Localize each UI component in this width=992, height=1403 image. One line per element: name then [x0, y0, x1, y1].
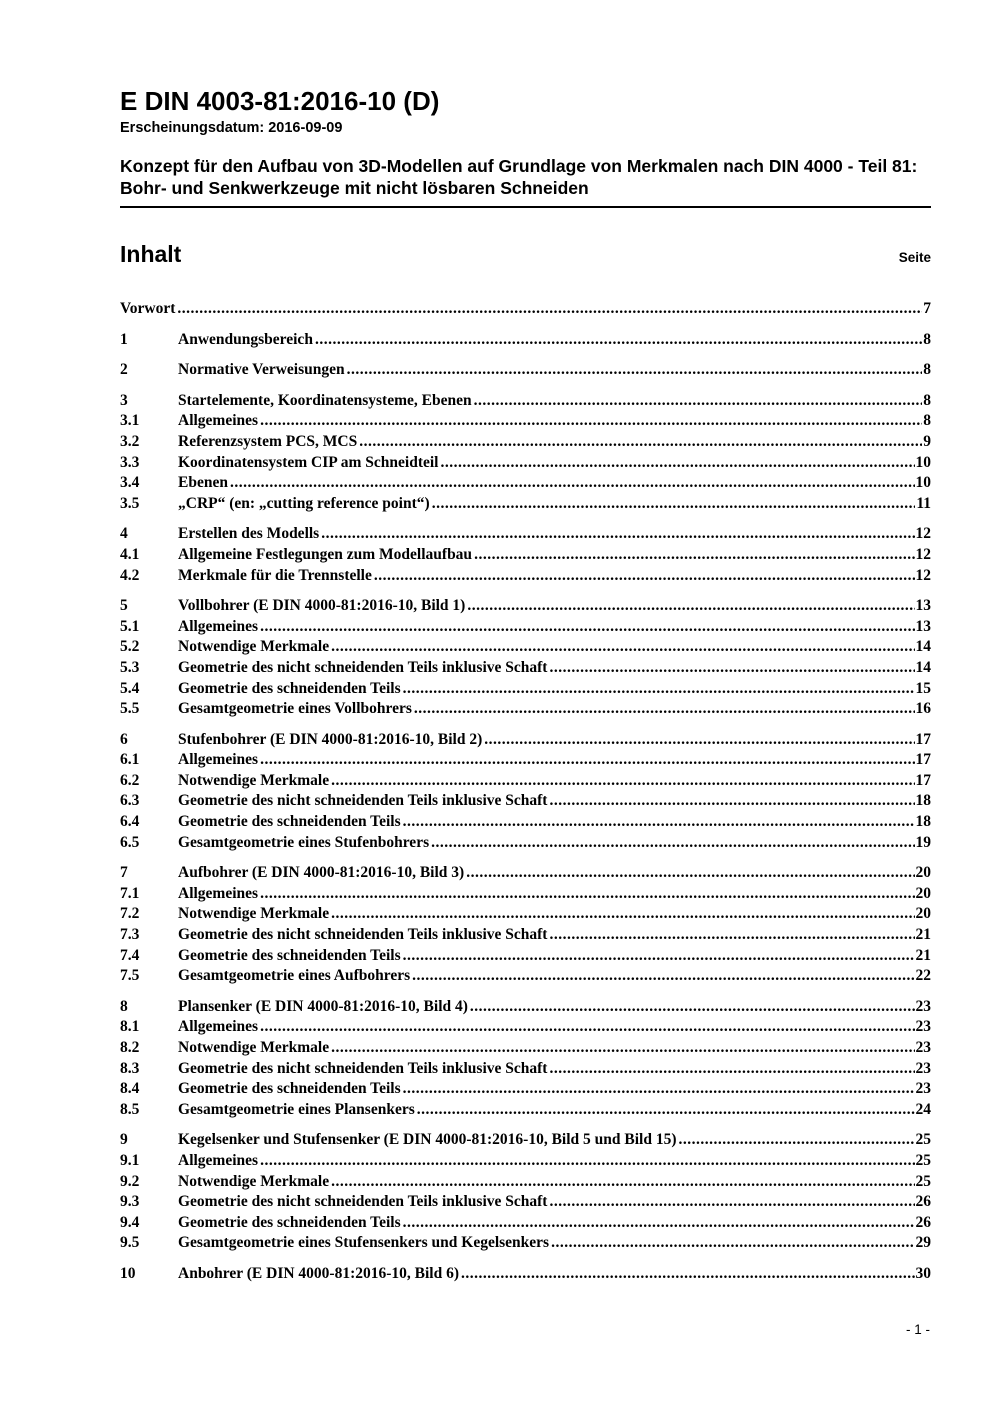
toc-entry-page: 19 — [915, 833, 931, 851]
toc-entry-number: 9.2 — [120, 1172, 140, 1190]
toc-entry-number: 8.4 — [120, 1080, 140, 1098]
toc-entry — [120, 1172, 931, 1193]
toc-entry-number: 6 — [120, 730, 128, 748]
toc-entry-number: 6.1 — [120, 751, 140, 769]
header-divider — [120, 206, 931, 208]
toc-entry-page: 8 — [923, 330, 931, 348]
toc-entry-title: Geometrie des schneidenden Teils — [178, 679, 401, 697]
toc-entry — [120, 391, 931, 412]
toc-entry-number: 5.1 — [120, 617, 140, 635]
toc-entry-dot-leader — [549, 1059, 914, 1080]
toc-entry-dot-leader — [321, 524, 914, 545]
toc-entry-dot-leader — [549, 791, 914, 812]
toc-entry — [120, 997, 931, 1018]
toc-entry-title: Referenzsystem PCS, MCS — [178, 432, 358, 450]
toc-entry-page: 12 — [915, 566, 931, 584]
toc-entry — [120, 1130, 931, 1151]
toc-entry-page: 23 — [915, 1039, 931, 1056]
toc-entry — [120, 1213, 931, 1234]
toc-entry-dot-leader — [549, 925, 914, 946]
toc-entry — [120, 1233, 931, 1254]
toc-entry-number: 5.3 — [120, 658, 140, 676]
toc-entry-title: Vollbohrer (E DIN 4000-81:2016-10, Bild 1) — [178, 597, 466, 615]
toc-entry-title: Allgemeines — [178, 617, 259, 635]
toc-entry-dot-leader — [331, 1172, 914, 1193]
toc-entry-page: 30 — [915, 1264, 931, 1282]
toc-entry — [120, 1192, 931, 1213]
toc-entry — [120, 596, 931, 617]
toc-entry-title: Aufbohrer (E DIN 4000-81:2016-10, Bild 3) — [178, 864, 465, 882]
toc-entry-dot-leader — [414, 699, 915, 720]
toc-entry-page: 23 — [915, 1080, 931, 1098]
toc-entry-page: 25 — [915, 1172, 931, 1190]
toc-entry-title: Geometrie des schneidenden Teils — [178, 1213, 401, 1231]
toc-entry-dot-leader — [441, 453, 915, 474]
toc-entry-dot-leader — [432, 494, 916, 515]
toc-entry-page: 8 — [923, 391, 931, 409]
toc-entry — [120, 617, 931, 638]
toc-entry-dot-leader — [484, 730, 914, 751]
toc-entry — [120, 432, 931, 453]
toc-entry-title: Allgemeine Festlegungen zum Modellaufbau — [178, 545, 473, 563]
toc-entry-number: 3.2 — [120, 432, 140, 450]
footer-page-number: - 1 - — [905, 1322, 930, 1337]
toc-entry-page: 8 — [923, 412, 931, 430]
toc-entry-title: Gesamtgeometrie eines Stufenbohrers — [178, 833, 430, 851]
toc-entry-page: 20 — [915, 884, 931, 902]
toc-entry-page: 13 — [915, 597, 931, 615]
toc-entry — [120, 658, 931, 679]
toc-entry-title: Geometrie des nicht schneidenden Teils inklusive Schaft — [178, 792, 548, 810]
toc-entry-number: 5 — [120, 597, 128, 615]
toc-entry — [120, 453, 931, 474]
toc-entry-number: 7.3 — [120, 926, 140, 944]
toc-entry-number: 5.5 — [120, 700, 140, 718]
toc-entry-page: 21 — [915, 946, 931, 964]
toc-entry-dot-leader — [315, 330, 922, 351]
toc-entry — [120, 524, 931, 545]
toc-entry-title: Anwendungsbereich — [178, 330, 313, 348]
toc-entry-page: 26 — [915, 1213, 931, 1231]
toc-entry-dot-leader — [551, 1233, 914, 1254]
toc-entry-number: 8.5 — [120, 1100, 140, 1118]
toc-entry-number: 7 — [120, 864, 128, 882]
toc-entry-dot-leader — [260, 884, 914, 905]
toc-entry-number: 3.5 — [120, 494, 140, 512]
toc-entry-dot-leader — [679, 1130, 915, 1151]
toc-entry-title: Kegelsenker und Stufensenker (E DIN 4000-81:2016-10, Bild 5 und Bild 15) — [178, 1131, 677, 1149]
toc-heading: Inhalt — [120, 241, 182, 267]
toc-entry-page: 21 — [915, 926, 931, 944]
page-column-label: Seite — [898, 250, 931, 265]
toc-entry-dot-leader — [260, 750, 914, 771]
toc-entry-dot-leader — [474, 545, 914, 566]
toc-entry-page: 14 — [915, 658, 931, 676]
toc-list — [120, 299, 931, 1285]
toc-entry-title: Anbohrer (E DIN 4000-81:2016-10, Bild 6) — [178, 1264, 460, 1282]
toc-entry — [120, 1059, 931, 1080]
toc-entry-number: 7.2 — [120, 905, 140, 923]
toc-entry-title: Gesamtgeometrie eines Vollbohrers — [178, 700, 412, 718]
toc-entry — [120, 904, 931, 925]
toc-entry — [120, 1100, 931, 1121]
toc-entry-dot-leader — [403, 1079, 915, 1100]
toc-entry-number: 9.1 — [120, 1151, 140, 1169]
toc-entry-title: Allgemeines — [178, 884, 259, 902]
toc-entry — [120, 360, 931, 381]
toc-entry-page: 20 — [915, 864, 931, 882]
toc-entry-page: 18 — [915, 792, 931, 810]
toc-entry-page: 17 — [915, 751, 931, 769]
toc-entry — [120, 750, 931, 771]
toc-entry — [120, 791, 931, 812]
toc-entry-dot-leader — [260, 1017, 914, 1038]
toc-entry-title: Geometrie des nicht schneidenden Teils inklusive Schaft — [178, 658, 548, 676]
toc-entry-title: Notwendige Merkmale — [178, 1172, 330, 1190]
toc-entry-page: 25 — [915, 1151, 931, 1169]
toc-entry-page: 18 — [915, 813, 931, 831]
toc-entry-page: 23 — [915, 997, 931, 1015]
toc-entry-dot-leader — [260, 617, 914, 638]
toc-entry-dot-leader — [347, 360, 923, 381]
toc-entry-title: Ebenen — [178, 474, 228, 492]
toc-entry-number: 8.1 — [120, 1018, 140, 1036]
toc-entry-number: 4 — [120, 525, 128, 543]
toc-entry-title: Allgemeines — [178, 751, 259, 769]
toc-entry-dot-leader — [403, 946, 915, 967]
toc-entry-dot-leader — [331, 1038, 914, 1059]
toc-entry — [120, 1151, 931, 1172]
toc-entry-title: Geometrie des schneidenden Teils — [178, 813, 401, 831]
document-number: E DIN 4003-81:2016-10 (D) — [120, 86, 440, 116]
toc-entry — [120, 411, 931, 432]
toc-entry-number: 4.2 — [120, 566, 140, 584]
toc-entry-title: Notwendige Merkmale — [178, 1039, 330, 1056]
toc-entry — [120, 637, 931, 658]
toc-entry-dot-leader — [374, 566, 915, 587]
toc-entry — [120, 566, 931, 587]
toc-entry — [120, 966, 931, 987]
toc-entry-number: 9.5 — [120, 1234, 140, 1252]
toc-entry-page: 20 — [915, 905, 931, 923]
toc-entry — [120, 863, 931, 884]
toc-entry-page: 17 — [915, 771, 931, 789]
toc-entry-page: 10 — [915, 453, 931, 471]
toc-entry — [120, 679, 931, 700]
toc-entry — [120, 494, 931, 515]
toc-entry-dot-leader — [260, 411, 922, 432]
toc-entry-number: 8.3 — [120, 1059, 140, 1077]
toc-entry-number: 9.3 — [120, 1193, 140, 1211]
toc-entry-dot-leader — [260, 1151, 914, 1172]
toc-entry-number: 9.4 — [120, 1213, 140, 1231]
toc-entry — [120, 1017, 931, 1038]
toc-entry-title: Geometrie des schneidenden Teils — [178, 1080, 401, 1098]
toc-entry-number: 5.4 — [120, 679, 140, 697]
toc-entry — [120, 1038, 931, 1059]
toc-entry-title: Startelemente, Koordinatensysteme, Ebenen — [178, 391, 472, 409]
toc-entry-number: 7.1 — [120, 884, 140, 902]
toc-entry — [120, 330, 931, 351]
toc-entry-page: 23 — [915, 1018, 931, 1036]
toc-entry-title: Geometrie des nicht schneidenden Teils inklusive Schaft — [178, 926, 548, 944]
toc-entry-number: 3.1 — [120, 412, 140, 430]
toc-entry-page: 9 — [923, 432, 931, 450]
toc-entry-number: 6.3 — [120, 792, 140, 810]
toc-entry-page: 13 — [915, 617, 931, 635]
toc-entry-number: 8.2 — [120, 1039, 140, 1056]
toc-entry-page: 10 — [915, 474, 931, 492]
toc-entry — [120, 771, 931, 792]
toc-entry-page: 8 — [923, 361, 931, 379]
toc-entry-number: 6.4 — [120, 813, 140, 831]
toc-entry-page: 16 — [915, 700, 931, 718]
toc-entry-number: 1 — [120, 330, 128, 348]
toc-entry-dot-leader — [412, 966, 914, 987]
toc-entry-page: 14 — [915, 638, 931, 656]
toc-entry-title: Gesamtgeometrie eines Plansenkers — [178, 1100, 415, 1118]
toc-entry-title: Allgemeines — [178, 1018, 259, 1036]
toc-header-row — [120, 241, 931, 268]
toc-entry-dot-leader — [474, 391, 923, 412]
toc-entry-title: Notwendige Merkmale — [178, 771, 330, 789]
toc-entry-dot-leader — [466, 863, 914, 884]
toc-entry-page: 17 — [915, 730, 931, 748]
toc-entry-title: Koordinatensystem CIP am Schneidteil — [178, 453, 439, 471]
toc-entry-dot-leader — [431, 833, 914, 854]
toc-entry-dot-leader — [467, 596, 914, 617]
toc-entry-number: 8 — [120, 997, 128, 1015]
toc-entry-dot-leader — [461, 1264, 914, 1285]
toc-entry-title: Erstellen des Modells — [178, 525, 320, 543]
toc-entry-title: Allgemeines — [178, 412, 259, 430]
toc-entry — [120, 299, 931, 320]
toc-entry-title: Notwendige Merkmale — [178, 905, 330, 923]
toc-entry-page: 26 — [915, 1193, 931, 1211]
toc-entry-number: 7.4 — [120, 946, 140, 964]
toc-entry-title: Stufenbohrer (E DIN 4000-81:2016-10, Bild 2) — [178, 730, 483, 748]
toc-entry-title: Plansenker (E DIN 4000-81:2016-10, Bild 4) — [178, 997, 468, 1015]
toc-entry-dot-leader — [403, 1213, 915, 1234]
toc-entry-page: 15 — [915, 679, 931, 697]
toc-entry-page: 11 — [916, 494, 931, 512]
toc-entry-dot-leader — [177, 299, 922, 320]
toc-entry-number: 5.2 — [120, 638, 140, 656]
toc-entry-dot-leader — [331, 637, 914, 658]
toc-entry-title: Geometrie des nicht schneidenden Teils inklusive Schaft — [178, 1059, 548, 1077]
toc-entry — [120, 884, 931, 905]
toc-entry-number: 4.1 — [120, 545, 140, 563]
toc-entry — [120, 699, 931, 720]
toc-entry — [120, 545, 931, 566]
toc-entry — [120, 812, 931, 833]
toc-entry-dot-leader — [331, 904, 914, 925]
toc-entry-page: 22 — [915, 967, 931, 985]
toc-entry-title: Gesamtgeometrie eines Stufensenkers und Kegelsenkers — [178, 1234, 550, 1252]
toc-entry-title: Geometrie des schneidenden Teils — [178, 946, 401, 964]
toc-entry-number: 6.5 — [120, 833, 140, 851]
toc-entry-dot-leader — [470, 997, 915, 1018]
toc-entry-dot-leader — [549, 658, 914, 679]
toc-entry-number: 3 — [120, 391, 128, 409]
toc-entry-title: Gesamtgeometrie eines Aufbohrers — [178, 967, 411, 985]
document-title: Konzept für den Aufbau von 3D-Modellen auf Grundlage von Merkmalen nach DIN 4000 - Teil 81: Bohr- und Senkwerkzeuge mit nicht lösbaren Schneiden — [120, 156, 918, 198]
toc-entry-title: Notwendige Merkmale — [178, 638, 330, 656]
toc-entry-dot-leader — [230, 473, 915, 494]
toc-entry-page: 7 — [923, 300, 931, 317]
toc-entry — [120, 1079, 931, 1100]
toc-entry-title: „CRP“ (en: „cutting reference point“) — [178, 494, 430, 512]
toc-entry-title: Allgemeines — [178, 1151, 259, 1169]
toc-entry-page: 29 — [915, 1234, 931, 1252]
toc-entry — [120, 946, 931, 967]
toc-entry-page: 23 — [915, 1059, 931, 1077]
toc-entry-number: 10 — [120, 1264, 136, 1282]
toc-entry-number: 7.5 — [120, 967, 140, 985]
toc-entry-dot-leader — [549, 1192, 914, 1213]
release-date: Erscheinungsdatum: 2016-09-09 — [120, 120, 343, 136]
toc-entry-number: 6.2 — [120, 771, 140, 789]
toc-entry-title: Geometrie des nicht schneidenden Teils inklusive Schaft — [178, 1193, 548, 1211]
toc-entry — [120, 833, 931, 854]
toc-entry-number: 3.3 — [120, 453, 140, 471]
toc-entry-dot-leader — [403, 679, 915, 700]
toc-entry-number: 2 — [120, 361, 128, 379]
toc-entry-dot-leader — [417, 1100, 915, 1121]
toc-entry-dot-leader — [359, 432, 922, 453]
toc-entry-title: Normative Verweisungen — [178, 361, 345, 379]
toc-entry-title: Vorwort — [120, 300, 176, 317]
toc-entry-dot-leader — [403, 812, 915, 833]
toc-entry — [120, 473, 931, 494]
toc-entry-number: 3.4 — [120, 474, 140, 492]
toc-entry-page: 24 — [915, 1100, 931, 1118]
toc-entry-page: 12 — [915, 545, 931, 563]
toc-entry-page: 12 — [915, 525, 931, 543]
toc-entry-dot-leader — [331, 771, 914, 792]
toc-entry-page: 25 — [915, 1131, 931, 1149]
toc-entry — [120, 730, 931, 751]
toc-entry-number: 9 — [120, 1131, 128, 1149]
toc-entry — [120, 925, 931, 946]
toc-entry-title: Merkmale für die Trennstelle — [178, 566, 372, 584]
toc-entry — [120, 1264, 931, 1285]
